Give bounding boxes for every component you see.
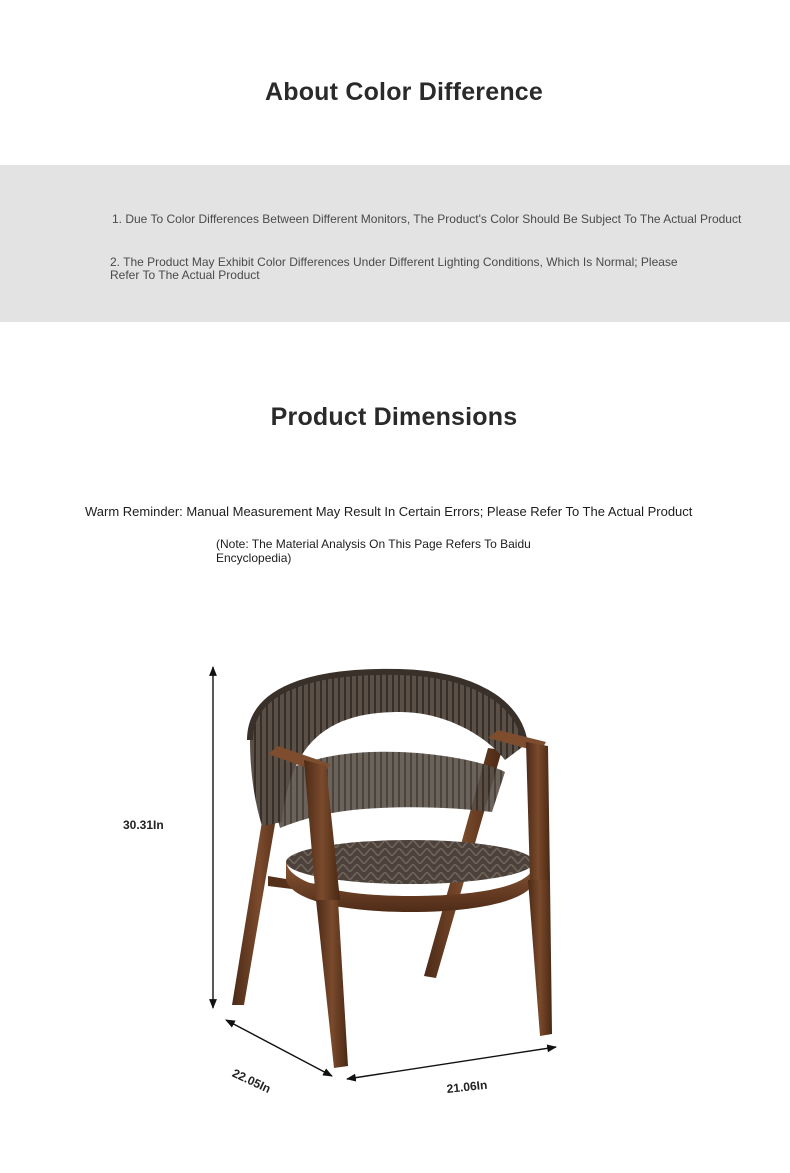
width-label: 21.06In — [446, 1077, 488, 1096]
color-note-1: 1. Due To Color Differences Between Different Monitors, The Product's Color Should Be Subject To The Actual Product — [112, 212, 742, 226]
measurement-reminder: Warm Reminder: Manual Measurement May Result In Certain Errors; Please Refer To The Actual Product — [85, 504, 693, 519]
color-note-2: 2. The Product May Exhibit Color Differences Under Different Lighting Conditions, Which Is Normal; Please Refer To The Actual Product — [110, 255, 678, 282]
dimensions-section-title: Product Dimensions — [270, 403, 518, 431]
front-left-leg — [316, 900, 348, 1068]
height-label: 30.31In — [123, 818, 164, 832]
front-right-leg — [528, 880, 552, 1036]
material-note: (Note: The Material Analysis On This Page Refers To Baidu Encyclopedia) — [216, 537, 531, 565]
color-section-title: About Color Difference — [264, 78, 544, 106]
width-arrow — [347, 1047, 556, 1079]
depth-label: 22.05In — [230, 1066, 273, 1096]
depth-arrow — [226, 1020, 332, 1076]
